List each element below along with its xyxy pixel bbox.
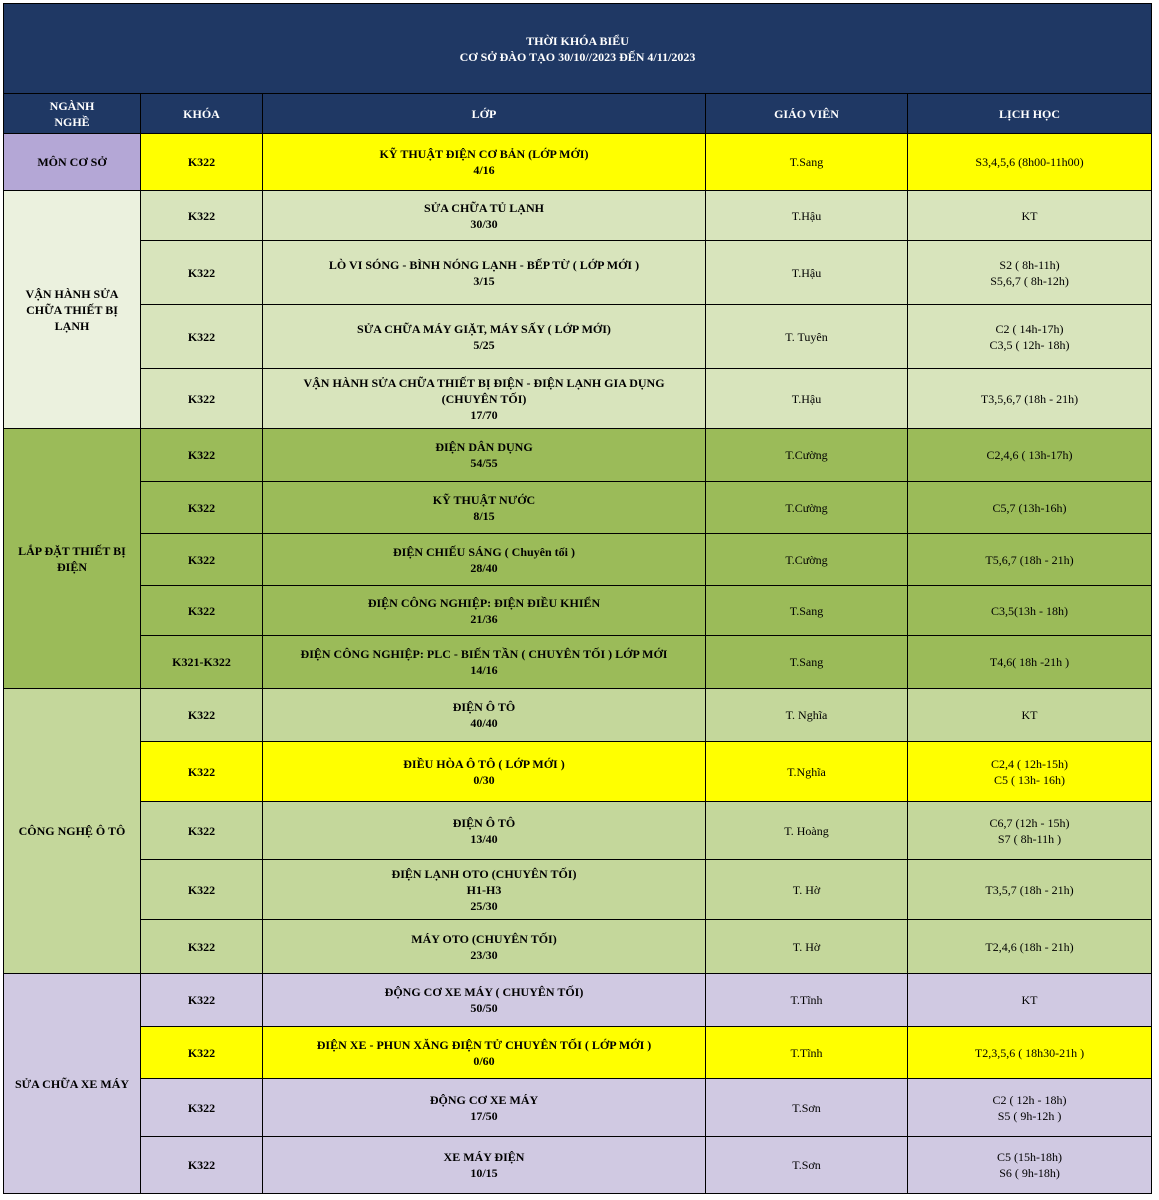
giao-vien-cell (706, 920, 908, 974)
table-row (4, 802, 1152, 860)
giao-vien-value: T.Sang (789, 603, 824, 618)
lop-cell (263, 482, 706, 534)
khoa-value: K322 (187, 882, 216, 897)
khoa-value: K322 (187, 1158, 216, 1172)
giao-vien-value: T. Hoàng (784, 823, 829, 838)
lop-cell (263, 586, 706, 636)
lich-hoc-line: T4,6( 18h -21h ) (989, 655, 1070, 669)
lop-line: ĐIỀU HÒA Ô TÔ ( LỚP MỚI ) (403, 756, 565, 771)
table-row (4, 241, 1152, 305)
giao-vien-cell (706, 369, 908, 429)
lich-hoc-cell (908, 689, 1152, 742)
lop-cell (263, 860, 706, 920)
title-line-1: THỜI KHÓA BIỂU (526, 33, 629, 48)
header-lich-hoc: LỊCH HỌC (908, 94, 1152, 134)
lich-hoc-cell (908, 742, 1152, 802)
header-lop: LỚP (263, 94, 706, 134)
lop-line: ĐỘNG CƠ XE MÁY (429, 1092, 539, 1107)
table-row (4, 534, 1152, 586)
lich-hoc-line: T5,6,7 (18h - 21h) (985, 552, 1074, 567)
title-banner (4, 4, 1152, 94)
khoa-cell (141, 482, 263, 534)
table-row (4, 742, 1152, 802)
lich-hoc-line: KT (1021, 208, 1038, 223)
khoa-cell (141, 534, 263, 586)
giao-vien-cell (706, 191, 908, 241)
khoa-value: K322 (187, 329, 216, 344)
giao-vien-cell (706, 534, 908, 586)
giao-vien-value: T. Nghĩa (785, 708, 828, 722)
lich-hoc-cell (908, 534, 1152, 586)
lop-cell (263, 689, 706, 742)
giao-vien-value: T.Sơn (792, 1158, 821, 1172)
lich-hoc-cell (908, 369, 1152, 429)
table-row (4, 689, 1152, 742)
lich-hoc-line: T3,5,6,7 (18h - 21h) (980, 391, 1079, 406)
giao-vien-cell (706, 305, 908, 369)
giao-vien-cell (706, 1079, 908, 1137)
lich-hoc-line: S2 ( 8h-11h) (999, 257, 1060, 272)
giao-vien-cell (706, 689, 908, 742)
khoa-cell (141, 1079, 263, 1137)
lop-line: ĐIỆN Ô TÔ (452, 815, 516, 830)
lop-line: ĐIỆN CHIẾU SÁNG ( Chuyên tối ) (392, 544, 576, 559)
lich-hoc-cell (908, 1079, 1152, 1137)
lich-hoc-line: KT (1021, 993, 1038, 1007)
lop-line: (CHUYÊN TỐI) (441, 391, 527, 406)
lop-line: 25/30 (470, 898, 498, 913)
khoa-value: K322 (187, 823, 216, 838)
nganh-label: LẮP ĐẶT THIẾT BỊ ĐIỆN (18, 543, 126, 574)
khoa-cell (141, 802, 263, 860)
table-row (4, 134, 1152, 191)
lich-hoc-cell (908, 429, 1152, 482)
giao-vien-value: T.Tĩnh (790, 993, 823, 1007)
lop-cell (263, 305, 706, 369)
table-row (4, 429, 1152, 482)
nganh-label: SỬA CHỮA XE MÁY (14, 1076, 130, 1091)
lich-hoc-line: C3,5 ( 12h- 18h) (989, 337, 1070, 352)
lop-line: 0/60 (473, 1053, 495, 1068)
lop-line: 30/30 (470, 216, 498, 231)
lop-line: 17/50 (470, 1108, 498, 1123)
lop-cell (263, 534, 706, 586)
lich-hoc-line: S3,4,5,6 (8h00-11h00) (975, 155, 1084, 169)
lop-line: 5/25 (473, 337, 495, 352)
khoa-cell (141, 191, 263, 241)
lop-cell (263, 191, 706, 241)
lich-hoc-line: T3,5,7 (18h - 21h) (985, 882, 1074, 897)
table-row (4, 305, 1152, 369)
lop-line: ĐIỆN LẠNH OTO (CHUYÊN TỐI) (391, 866, 577, 881)
lich-hoc-cell (908, 134, 1152, 191)
khoa-value: K322 (187, 500, 216, 515)
lop-cell (263, 1137, 706, 1194)
table-row (4, 482, 1152, 534)
giao-vien-cell (706, 974, 908, 1027)
lop-cell (263, 369, 706, 429)
khoa-value: K322 (187, 1100, 216, 1115)
khoa-value: K322 (187, 265, 216, 280)
lop-line: 23/30 (470, 947, 498, 962)
lich-hoc-line: C2,4 ( 12h-15h) (991, 756, 1069, 771)
lop-line: ĐIỆN XE - PHUN XĂNG ĐIỆN TỬ CHUYÊN TỐI ( LỚP MỚI ) (316, 1037, 652, 1052)
lop-line: 8/15 (473, 508, 495, 523)
table-row (4, 920, 1152, 974)
timetable (3, 3, 1152, 1194)
khoa-value: K322 (187, 603, 216, 618)
lich-hoc-line: KT (1021, 708, 1038, 722)
nganh-label: CÔNG NGHỆ Ô TÔ (18, 824, 126, 838)
lop-cell (263, 429, 706, 482)
giao-vien-value: T.Tĩnh (790, 1045, 823, 1060)
lich-hoc-cell (908, 636, 1152, 689)
lop-cell (263, 1079, 706, 1137)
lich-hoc-line: T2,4,6 (18h - 21h) (985, 939, 1074, 954)
lich-hoc-cell (908, 305, 1152, 369)
giao-vien-cell (706, 860, 908, 920)
giao-vien-cell (706, 1137, 908, 1194)
nganh-cell (4, 191, 141, 429)
lop-cell (263, 802, 706, 860)
table-row (4, 1027, 1152, 1079)
lop-line: H1-H3 (466, 882, 502, 897)
lop-line: 17/70 (470, 407, 498, 422)
nganh-label: VẬN HÀNH SỬA CHỮA THIẾT BỊ LẠNH (25, 286, 119, 333)
giao-vien-cell (706, 429, 908, 482)
khoa-cell (141, 974, 263, 1027)
table-row (4, 860, 1152, 920)
khoa-value: K322 (187, 552, 216, 567)
khoa-cell (141, 920, 263, 974)
lich-hoc-cell (908, 1027, 1152, 1079)
lich-hoc-cell (908, 586, 1152, 636)
timetable-sheet (3, 3, 1151, 1194)
khoa-cell (141, 586, 263, 636)
lop-cell (263, 134, 706, 191)
nganh-cell (4, 134, 141, 191)
lich-hoc-cell (908, 920, 1152, 974)
lop-line: 0/30 (473, 772, 495, 787)
nganh-cell (4, 974, 141, 1194)
khoa-cell (141, 860, 263, 920)
lich-hoc-cell (908, 241, 1152, 305)
lop-cell (263, 920, 706, 974)
lich-hoc-cell (908, 191, 1152, 241)
lop-cell (263, 742, 706, 802)
giao-vien-value: T.Cường (785, 500, 828, 515)
khoa-cell (141, 305, 263, 369)
giao-vien-cell (706, 134, 908, 191)
khoa-cell (141, 241, 263, 305)
khoa-value: K322 (187, 155, 216, 169)
khoa-cell (141, 429, 263, 482)
lop-cell (263, 241, 706, 305)
lich-hoc-line: S5,6,7 ( 8h-12h) (990, 273, 1069, 288)
lop-line: 21/36 (470, 611, 498, 626)
lich-hoc-line: C5,7 (13h-16h) (992, 500, 1067, 515)
giao-vien-value: T.Hậu (791, 265, 822, 280)
lop-line: ĐIỆN CÔNG NGHIỆP: PLC - BIẾN TẦN ( CHUYÊN TỐI ) LỚP MỚI (300, 647, 668, 661)
giao-vien-value: T. Tuyên (785, 329, 828, 344)
lop-line: ĐIỆN CÔNG NGHIỆP: ĐIỆN ĐIỀU KHIỂN (367, 595, 601, 610)
lop-line: 54/55 (470, 456, 498, 470)
lich-hoc-cell (908, 974, 1152, 1027)
lich-hoc-line: T2,3,5,6 ( 18h30-21h ) (974, 1045, 1085, 1060)
lich-hoc-cell (908, 802, 1152, 860)
table-row (4, 1079, 1152, 1137)
lich-hoc-line: C2 ( 14h-17h) (995, 321, 1064, 336)
nganh-cell (4, 689, 141, 974)
lich-hoc-line: S7 ( 8h-11h ) (997, 831, 1062, 846)
lop-line: 4/16 (473, 163, 495, 177)
header-giao-vien: GIÁO VIÊN (706, 94, 908, 134)
lop-line: KỸ THUẬT NƯỚC (432, 492, 536, 507)
lop-line: 10/15 (470, 1166, 498, 1180)
lich-hoc-line: S6 ( 9h-18h) (999, 1166, 1060, 1180)
lop-line: 13/40 (470, 831, 498, 846)
lich-hoc-line: C6,7 (12h - 15h) (989, 815, 1070, 830)
lich-hoc-line: C2,4,6 ( 13h-17h) (986, 448, 1073, 462)
giao-vien-value: T.Cường (785, 552, 828, 567)
giao-vien-cell (706, 586, 908, 636)
table-row (4, 586, 1152, 636)
lich-hoc-line: C5 (15h-18h) (997, 1150, 1063, 1164)
giao-vien-value: T. Hờ (792, 939, 821, 954)
lop-line: 14/16 (470, 663, 498, 677)
nganh-cell (4, 429, 141, 689)
giao-vien-cell (706, 802, 908, 860)
table-row (4, 369, 1152, 429)
khoa-cell (141, 636, 263, 689)
khoa-value: K321-K322 (172, 655, 231, 669)
table-row (4, 191, 1152, 241)
nganh-label: MÔN CƠ SỞ (37, 155, 107, 169)
khoa-cell (141, 134, 263, 191)
khoa-value: K322 (187, 1045, 216, 1060)
khoa-value: K322 (187, 993, 216, 1007)
lop-line: 3/15 (473, 273, 495, 288)
giao-vien-value: T.Sơn (792, 1100, 821, 1115)
lop-cell (263, 974, 706, 1027)
lop-line: 28/40 (470, 560, 498, 575)
lop-cell (263, 1027, 706, 1079)
lop-line: XE MÁY ĐIỆN (443, 1150, 525, 1164)
lop-line: SỬA CHỮA TỦ LẠNH (424, 200, 544, 215)
giao-vien-value: T.Sang (789, 155, 824, 169)
lich-hoc-line: C2 ( 12h - 18h) (992, 1092, 1067, 1107)
table-row (4, 974, 1152, 1027)
lop-line: LÒ VI SÓNG - BÌNH NÓNG LẠNH - BẾP TỪ ( LỚP MỚI ) (328, 257, 640, 272)
lop-line: VẬN HÀNH SỬA CHỮA THIẾT BỊ ĐIỆN - ĐIỆN LẠNH GIA DỤNG (303, 375, 665, 390)
khoa-cell (141, 369, 263, 429)
khoa-value: K322 (187, 764, 216, 779)
title-line-2: CƠ SỞ ĐÀO TẠO 30/10//2023 ĐẾN 4/11/2023 (459, 49, 696, 64)
khoa-value: K322 (187, 208, 216, 223)
giao-vien-cell (706, 1027, 908, 1079)
header-khoa: KHÓA (141, 94, 263, 134)
giao-vien-value: T.Cường (785, 448, 828, 462)
giao-vien-cell (706, 636, 908, 689)
header-nganh: NGÀNH NGHỀ (4, 94, 141, 134)
khoa-value: K322 (187, 391, 216, 406)
lop-line: ĐỘNG CƠ XE MÁY ( CHUYÊN TỐI) (384, 985, 584, 999)
khoa-cell (141, 1137, 263, 1194)
table-row (4, 1137, 1152, 1194)
lop-line: KỸ THUẬT ĐIỆN CƠ BẢN (LỚP MỚI) (379, 147, 589, 161)
khoa-value: K322 (187, 708, 216, 722)
lich-hoc-cell (908, 860, 1152, 920)
khoa-value: K322 (187, 448, 216, 462)
lop-line: ĐIỆN Ô TÔ (452, 700, 516, 714)
giao-vien-value: T.Sang (789, 655, 824, 669)
giao-vien-cell (706, 241, 908, 305)
lich-hoc-line: S5 ( 9h-12h ) (997, 1108, 1062, 1123)
lop-line: 50/50 (470, 1001, 498, 1015)
khoa-cell (141, 689, 263, 742)
lich-hoc-cell (908, 1137, 1152, 1194)
khoa-cell (141, 742, 263, 802)
giao-vien-value: T. Hờ (792, 882, 821, 897)
table-row (4, 636, 1152, 689)
lop-line: 40/40 (470, 716, 498, 730)
giao-vien-cell (706, 482, 908, 534)
giao-vien-value: T.Hậu (791, 391, 822, 406)
giao-vien-value: T.Hậu (791, 208, 822, 223)
lich-hoc-cell (908, 482, 1152, 534)
lich-hoc-line: C3,5(13h - 18h) (991, 603, 1069, 618)
lich-hoc-line: C5 ( 13h- 16h) (994, 772, 1066, 787)
lop-line: ĐIỆN DÂN DỤNG (435, 440, 533, 454)
giao-vien-cell (706, 742, 908, 802)
lop-line: SỬA CHỮA MÁY GIẶT, MÁY SẤY ( LỚP MỚI) (357, 321, 611, 336)
timetable-body (4, 134, 1152, 1194)
khoa-value: K322 (187, 939, 216, 954)
khoa-cell (141, 1027, 263, 1079)
giao-vien-value: T.Nghĩa (787, 764, 826, 779)
lop-line: MÁY OTO (CHUYÊN TỐI) (411, 931, 557, 946)
lop-cell (263, 636, 706, 689)
